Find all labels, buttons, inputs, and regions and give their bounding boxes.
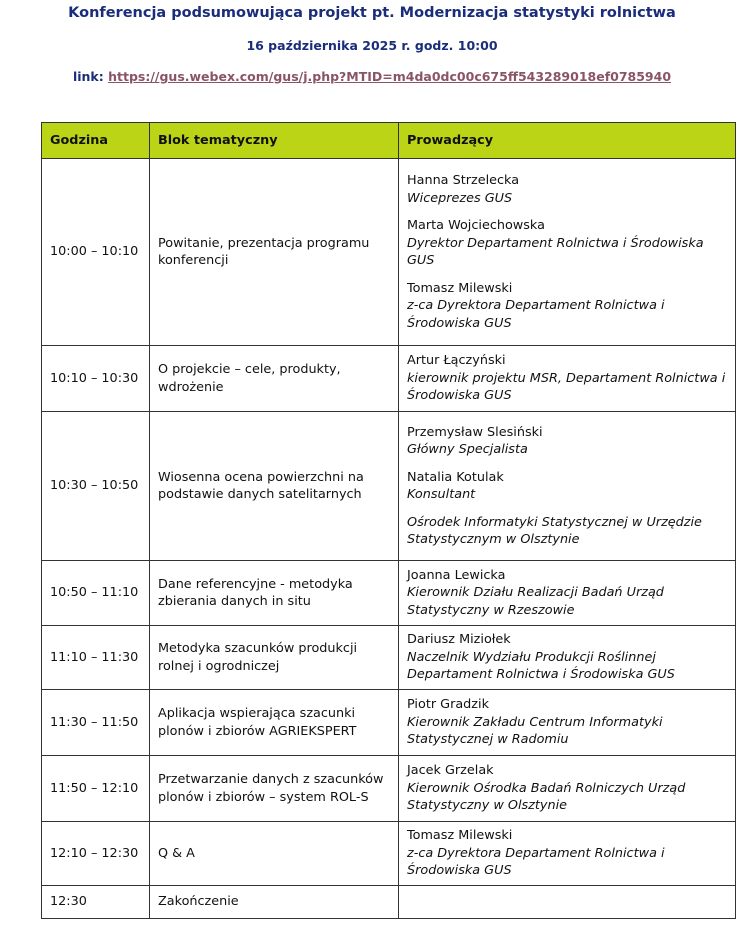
cell-time: 11:30 – 11:50 xyxy=(42,690,150,756)
header-topic: Blok tematyczny xyxy=(150,123,399,159)
cell-time: 10:00 – 10:10 xyxy=(42,159,150,346)
cell-presenters xyxy=(399,412,736,561)
link-label: link: xyxy=(72,69,104,84)
agenda-table xyxy=(41,122,736,919)
presenter xyxy=(407,217,727,270)
cell-presenters xyxy=(399,626,736,690)
presenter xyxy=(407,762,727,815)
presenter xyxy=(407,172,727,207)
presenter-role: z-ca Dyrektora Departament Rolnictwa i Środowiska GUS xyxy=(407,845,665,879)
table-row xyxy=(42,412,736,561)
cell-time: 10:10 – 10:30 xyxy=(42,346,150,412)
cell-time: 12:30 xyxy=(42,886,150,919)
table-row xyxy=(42,822,736,886)
cell-time: 10:50 – 11:10 xyxy=(42,561,150,626)
presenter-role: Naczelnik Wydziału Produkcji Roślinnej Departament Rolnictwa i Środowiska GUS xyxy=(407,649,675,683)
table-row xyxy=(42,346,736,412)
cell-presenters xyxy=(399,561,736,626)
presenter-role: Kierownik Ośrodka Badań Rolniczych Urząd Statystyczny w Olsztynie xyxy=(407,780,686,814)
presenter xyxy=(407,352,727,405)
presenter xyxy=(407,469,727,504)
cell-topic: Metodyka szacunków produkcji rolnej i ogrodniczej xyxy=(150,626,399,690)
presenter-role: Główny Specjalista xyxy=(407,442,528,457)
presenter-name: Joanna Lewicka xyxy=(407,567,506,583)
presenter-role: Dyrektor Departament Rolnictwa i Środowiska GUS xyxy=(407,235,704,268)
presenter-role: kierownik projektu MSR, Departament Rolnictwa i Środowiska GUS xyxy=(407,370,726,404)
presenter xyxy=(407,696,727,749)
presenter-role: Kierownik Działu Realizacji Badań Urząd Statystyczny w Rzeszowie xyxy=(407,585,664,618)
presenter xyxy=(407,567,727,620)
header-time: Godzina xyxy=(42,123,150,159)
webex-link[interactable]: https://gus.webex.com/gus/j.php?MTID=m4da0dc00c675ff543289018ef0785940 xyxy=(108,69,672,84)
cell-topic: Wiosenna ocena powierzchni na podstawie danych satelitarnych xyxy=(150,412,399,561)
presenter-role: Wiceprezes GUS xyxy=(407,190,513,206)
presenter-name: Tomasz Milewski xyxy=(407,280,513,296)
presenter xyxy=(407,280,727,333)
event-date: 16 października 2025 r. godz. 10:00 xyxy=(246,38,498,53)
cell-time: 11:50 – 12:10 xyxy=(42,756,150,822)
presenter-name: Marta Wojciechowska xyxy=(407,218,545,233)
presenter xyxy=(407,424,727,459)
presenter-role: Kierownik Zakładu Centrum Informatyki Statystycznej w Radomiu xyxy=(407,714,663,748)
table-row xyxy=(42,756,736,822)
cell-presenters xyxy=(399,822,736,886)
cell-presenters xyxy=(399,690,736,756)
cell-topic: Q & A xyxy=(150,822,399,886)
cell-presenters xyxy=(399,886,736,919)
table-row xyxy=(42,886,736,919)
cell-topic: Zakończenie xyxy=(150,886,399,919)
page-title: Konferencja podsumowująca projekt pt. Modernizacja statystyki rolnictwa xyxy=(68,5,676,21)
presenter-name: Artur Łączyński xyxy=(407,353,506,369)
presenter-name: Hanna Strzelecka xyxy=(407,173,520,188)
cell-topic: Przetwarzanie danych z szacunków plonów i zbiorów – system ROL-S xyxy=(150,756,399,822)
table-row xyxy=(42,159,736,346)
table-row xyxy=(42,561,736,626)
cell-presenters xyxy=(399,756,736,822)
presenter-name: Tomasz Milewski xyxy=(407,828,513,844)
cell-presenters xyxy=(399,159,736,346)
presenter-name: Piotr Gradzik xyxy=(407,697,489,713)
header-presenter: Prowadzący xyxy=(399,123,736,159)
presenter xyxy=(407,514,727,549)
cell-topic: Aplikacja wspierająca szacunki plonów i zbiorów AGRIEKSPERT xyxy=(150,690,399,756)
presenter-role: Ośrodek Informatyki Statystycznej w Urzędzie Statystycznym w Olsztynie xyxy=(407,514,702,547)
link-line xyxy=(0,69,744,84)
presenter-name: Dariusz Miziołek xyxy=(407,632,511,648)
table-header-row xyxy=(42,123,736,159)
cell-presenters xyxy=(399,346,736,412)
cell-topic: Dane referencyjne - metodyka zbierania danych in situ xyxy=(150,561,399,626)
presenter xyxy=(407,827,727,880)
cell-time: 10:30 – 10:50 xyxy=(42,412,150,561)
cell-topic: O projekcie – cele, produkty, wdrożenie xyxy=(150,346,399,412)
presenter-name: Przemysław Slesiński xyxy=(407,424,543,440)
cell-time: 11:10 – 11:30 xyxy=(42,626,150,690)
presenter xyxy=(407,631,727,684)
cell-time: 12:10 – 12:30 xyxy=(42,822,150,886)
table-row xyxy=(42,626,736,690)
presenter-role: Konsultant xyxy=(407,487,476,502)
presenter-name: Jacek Grzelak xyxy=(407,763,494,779)
table-row xyxy=(42,690,736,756)
cell-topic: Powitanie, prezentacja programu konferencji xyxy=(150,159,399,346)
presenter-name: Natalia Kotulak xyxy=(407,469,504,485)
presenter-role: z-ca Dyrektora Departament Rolnictwa i Środowiska GUS xyxy=(407,298,665,331)
